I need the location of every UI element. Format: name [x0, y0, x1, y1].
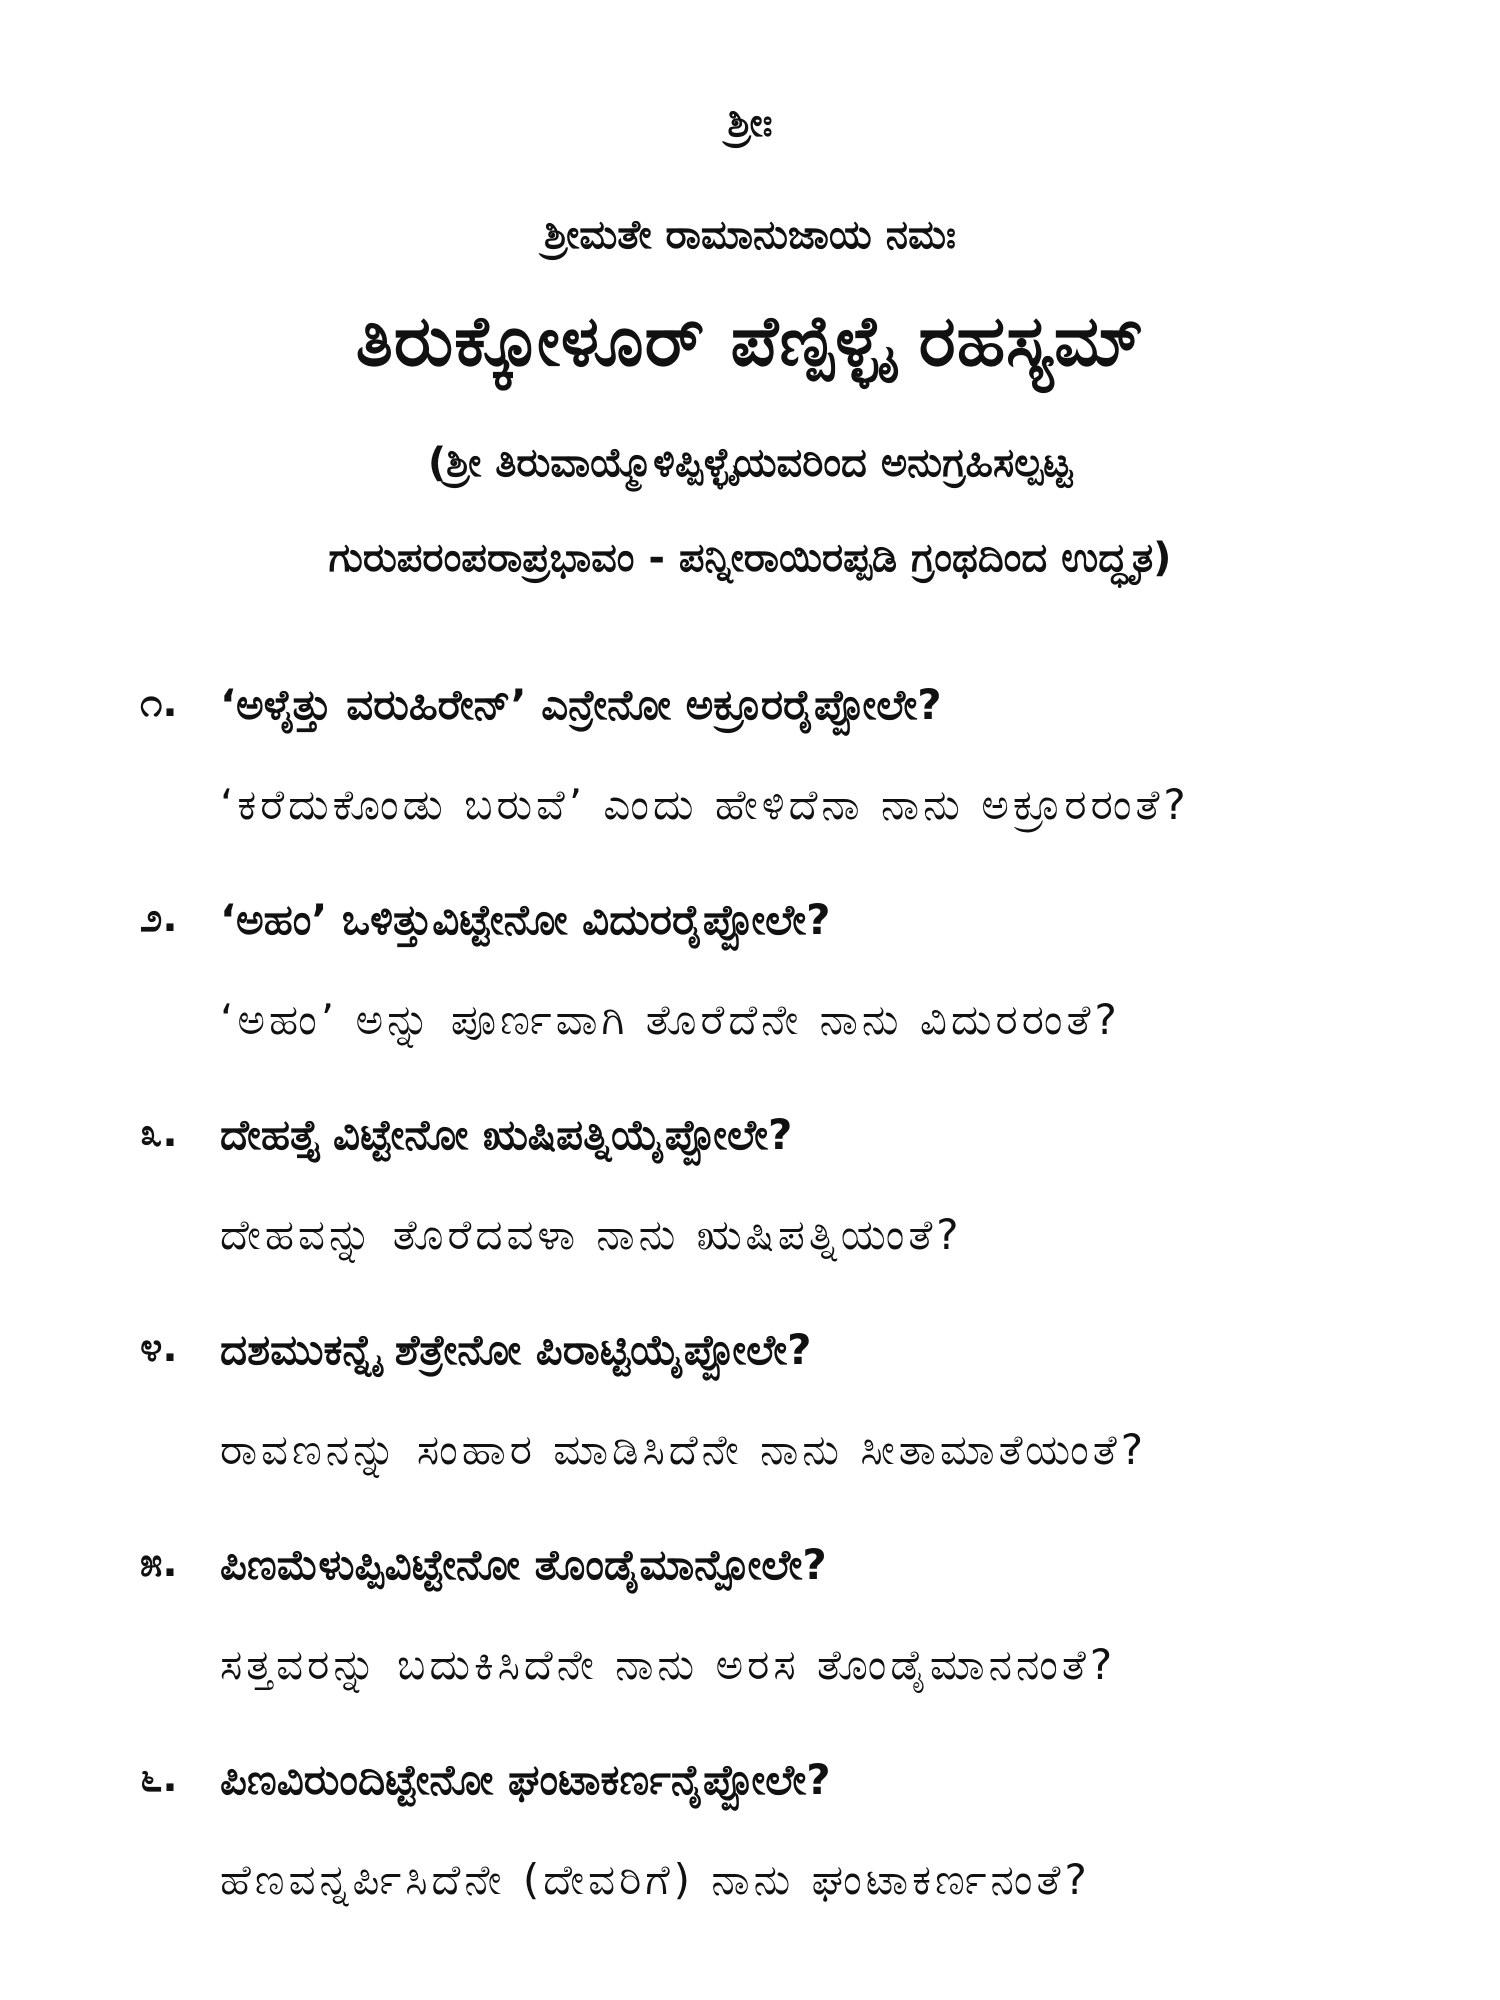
verse-original: ಪಿಣವಿರುಂದಿಟ್ಟೇನೋ ಘಂಟಾಕರ್ಣನೈಪ್ಪೋಲೇ? — [220, 1755, 831, 1804]
verse-meaning: ಸತ್ತವರನ್ನು ಬದುಕಿಸಿದೆನೇ ನಾನು ಅರಸ ತೊಂಡೈಮಾನನಂತೆ? — [220, 1640, 1117, 1689]
verse-number: ೧. — [140, 680, 178, 726]
verse-original: ದೇಹತ್ತೈ ವಿಟ್ಟೇನೋ ಋಷಿಪತ್ನಿಯೈಪ್ಪೋಲೇ? — [220, 1110, 793, 1159]
verse-number: ೬. — [140, 1755, 178, 1801]
verse-original: ‘ಅಹಂ’ ಒಳಿತ್ತುವಿಟ್ಟೇನೋ ವಿದುರರೈಪ್ಪೋಲೇ? — [220, 895, 831, 944]
invocation-line: ಶ್ರೀಮತೇ ರಾಮಾನುಜಾಯ ನಮಃ — [544, 212, 956, 258]
verse-meaning: ದೇಹವನ್ನು ತೊರೆದವಳಾ ನಾನು ಋಷಿಪತ್ನಿಯಂತೆ? — [220, 1210, 963, 1259]
verse-meaning: ‘ಅಹಂ’ ಅನ್ನು ಪೂರ್ಣವಾಗಿ ತೊರೆದೆನೇ ನಾನು ವಿದುರರಂತೆ? — [220, 995, 1121, 1044]
verse-original: ‘ಅಳೈತ್ತು ವರುಹಿರೇನ್’ ಎನ್ರೇನೋ ಅಕ್ರೂರರೈಪ್ಪೋಲೇ? — [220, 680, 942, 729]
verse-number: ೨. — [140, 895, 178, 941]
verse-number: ೪. — [140, 1325, 178, 1371]
verse-meaning: ‘ಕರೆದುಕೊಂಡು ಬರುವೆ’ ಎಂದು ಹೇಳಿದೆನಾ ನಾನು ಅಕ್ರೂರರಂತೆ? — [220, 780, 1190, 829]
verse-number: ೩. — [140, 1110, 178, 1156]
verse-meaning: ರಾವಣನನ್ನು ಸಂಹಾರ ಮಾಡಿಸಿದೆನೇ ನಾನು ಸೀತಾಮಾತೆಯಂತೆ? — [220, 1425, 1148, 1474]
verse-number: ೫. — [140, 1540, 178, 1586]
subtitle-line-2: ಗುರುಪರಂಪರಾಪ್ರಭಾವಂ - ಪನ್ನೀರಾಯಿರಪ್ಪಡಿ ಗ್ರಂಥದಿಂದ ಉದ್ಧೃತ) — [328, 535, 1172, 581]
verse-original: ದಶಮುಕನ್ನೈ ಶೆತ್ರೇನೋ ಪಿರಾಟ್ಟಿಯೈಪ್ಪೋಲೇ? — [220, 1325, 812, 1374]
verse-original: ಪಿಣಮೆಳುಪ್ಪಿವಿಟ್ಟೇನೋ ತೊಂಡೈಮಾನ್ಪೋಲೇ? — [220, 1540, 827, 1589]
page-title: ತಿರುಕ್ಕೋಳೂರ್ ಪೆಣ್ಪಿಳ್ಳೈ ರಹಸ್ಯಮ್ — [355, 300, 1145, 382]
subtitle-line-1: (ಶ್ರೀ ತಿರುವಾಯ್ಮೊಳಿಪ್ಪಿಳ್ಳೈಯವರಿಂದ ಅನುಗ್ರಹಿಸಲ್ಪಟ್ಟ — [427, 440, 1073, 486]
verse-meaning: ಹೆಣವನ್ನರ್ಪಿಸಿದೆನೇ (ದೇವರಿಗೆ) ನಾನು ಘಂಟಾಕರ್ಣನಂತೆ? — [220, 1855, 1091, 1904]
sri-invocation: ಶ್ರೀಃ — [727, 100, 773, 146]
